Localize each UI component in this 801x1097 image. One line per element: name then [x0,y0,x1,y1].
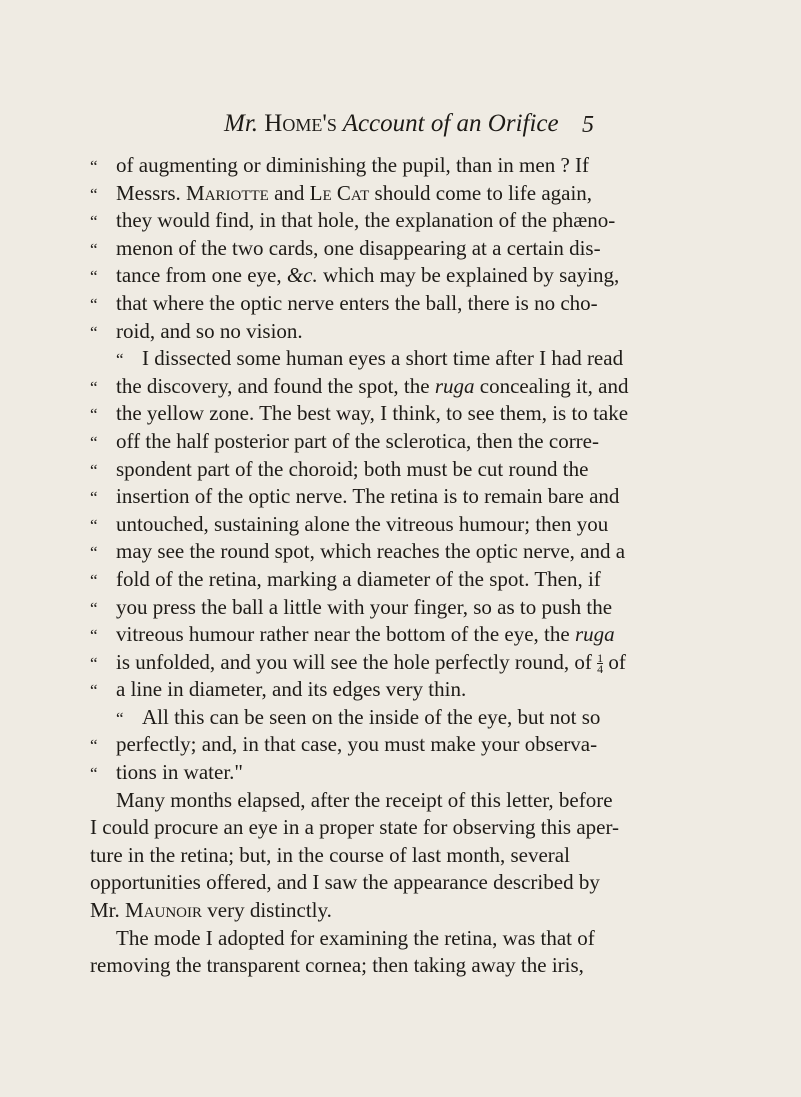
line-text: removing the transparent cornea; then taking away the iris, [90,953,584,978]
fraction-denominator: 4 [597,662,604,677]
line-text: ture in the retina; but, in the course of last month, several [90,842,570,867]
quote-mark: “ [90,515,98,535]
text-line [90,235,620,263]
line-text: fold of the retina, marking a diameter of the spot. Then, if [116,566,601,591]
quote-mark: “ [116,350,124,370]
quote-mark: “ [90,460,98,480]
line-text: All this can be seen on the inside of the eye, but not so [142,704,601,729]
quote-mark: “ [90,543,98,563]
title-rest: Account of an Orifice [342,110,559,137]
running-header [0,104,801,144]
text-line [90,842,620,870]
text-line [90,152,620,180]
title-author: Home's [264,110,337,137]
quote-mark: “ [90,488,98,508]
line-text: untouched, sustaining alone the vitreous humour; then you [116,511,609,536]
line-text: of augmenting or diminishing the pupil, than in men ? If [116,153,590,177]
quote-mark: “ [116,708,124,728]
line-text: perfectly; and, in that case, you must make your observa- [116,732,598,757]
quote-mark: “ [90,157,98,176]
text-line [90,400,629,428]
line-text: Messrs. [116,180,181,205]
text-line [90,925,620,953]
quote-mark: “ [90,239,98,259]
line-text: concealing it, and [479,373,629,398]
line-text: the discovery, and found the spot, the [116,373,430,398]
line-text: you press the ball a little with your finger, so as to push the [116,594,613,619]
text-line [90,649,626,677]
text-line [90,621,620,649]
body-text [90,152,629,980]
line-text: insertion of the optic nerve. The retina is to remain bare and [116,484,620,509]
title-prefix: Mr. [224,110,259,137]
text-line [90,483,620,511]
line-text: vitreous humour rather near the bottom of the eye, the [116,622,570,647]
quote-mark: “ [90,736,98,756]
line-text: that where the optic nerve enters the ball, there is no cho- [116,290,598,315]
name-maunoir: Maunoir [125,898,203,923]
text-line [90,814,620,842]
text-line [90,759,620,787]
text-line [90,428,620,456]
text-line [90,180,620,208]
text-line [90,345,624,373]
name-mariotte: Mariotte [186,180,269,205]
quote-mark: “ [90,626,98,646]
quote-mark: “ [90,377,98,397]
line-text: The mode I adopted for examining the retina, was that of [116,925,595,950]
line-text: Mr. [90,898,120,923]
line-text: spondent part of the choroid; both must be cut round the [116,456,589,481]
text-line [90,538,626,566]
quote-mark: “ [90,212,98,232]
quote-mark: “ [90,405,98,425]
line-text: is unfolded, and you will see the hole perfectly round, of [116,649,592,674]
text-line [90,511,620,539]
text-line [90,952,620,980]
quote-mark: “ [90,184,98,204]
text-line [90,456,620,484]
line-text: Many months elapsed, after the receipt of this letter, before [116,787,613,812]
name-le-cat: Le Cat [309,180,370,205]
text-line [90,897,620,925]
quote-mark: “ [90,764,98,784]
line-text: roid, and so no vision. [116,318,303,343]
text-line [90,566,620,594]
line-text: should come to life again, [374,180,593,205]
page-number: 5 [582,112,594,138]
text-line [90,318,620,346]
text-line [90,373,629,401]
line-text: and [274,180,305,205]
line-text: they would find, in that hole, the explanation of the phæno- [116,208,616,233]
line-text-italic: &c. [286,263,318,288]
fraction-numerator: 1 [597,651,604,666]
running-title [224,110,559,138]
quote-mark: “ [90,432,98,452]
quote-mark: “ [90,322,98,342]
text-line [90,869,620,897]
line-text-italic: ruga [574,622,615,647]
line-text: tions in water." [116,760,243,785]
line-text: may see the round spot, which reaches the optic nerve, and a [116,539,626,564]
text-line [90,262,620,290]
text-line [90,594,620,622]
quote-mark: “ [90,653,98,673]
text-line [90,731,620,759]
quote-mark: “ [90,681,98,701]
line-text: off the half posterior part of the sclerotica, then the corre- [116,428,599,453]
text-line [90,676,620,704]
text-line [90,207,620,235]
line-text: very distinctly. [207,898,332,923]
text-line [90,704,620,732]
text-line [90,290,620,318]
line-text: which may be explained by saying, [323,263,620,288]
line-text: I dissected some human eyes a short time after I had read [142,346,624,371]
quote-mark: “ [90,267,98,287]
quote-mark: “ [90,294,98,314]
text-line [90,787,620,815]
line-text: the yellow zone. The best way, I think, to see them, is to take [116,401,629,426]
line-text: tance from one eye, [116,263,282,288]
line-text: of [608,649,626,674]
quote-mark: “ [90,598,98,618]
quote-mark: “ [90,570,98,590]
line-text: I could procure an eye in a proper state for observing this aper- [90,815,620,840]
line-text: a line in diameter, and its edges very thin. [116,677,467,702]
line-text-italic: ruga [434,373,475,398]
fraction-one-quarter [597,651,604,677]
line-text: menon of the two cards, one disappearing at a certain dis- [116,235,601,260]
line-text: opportunities offered, and I saw the appearance described by [90,870,600,895]
